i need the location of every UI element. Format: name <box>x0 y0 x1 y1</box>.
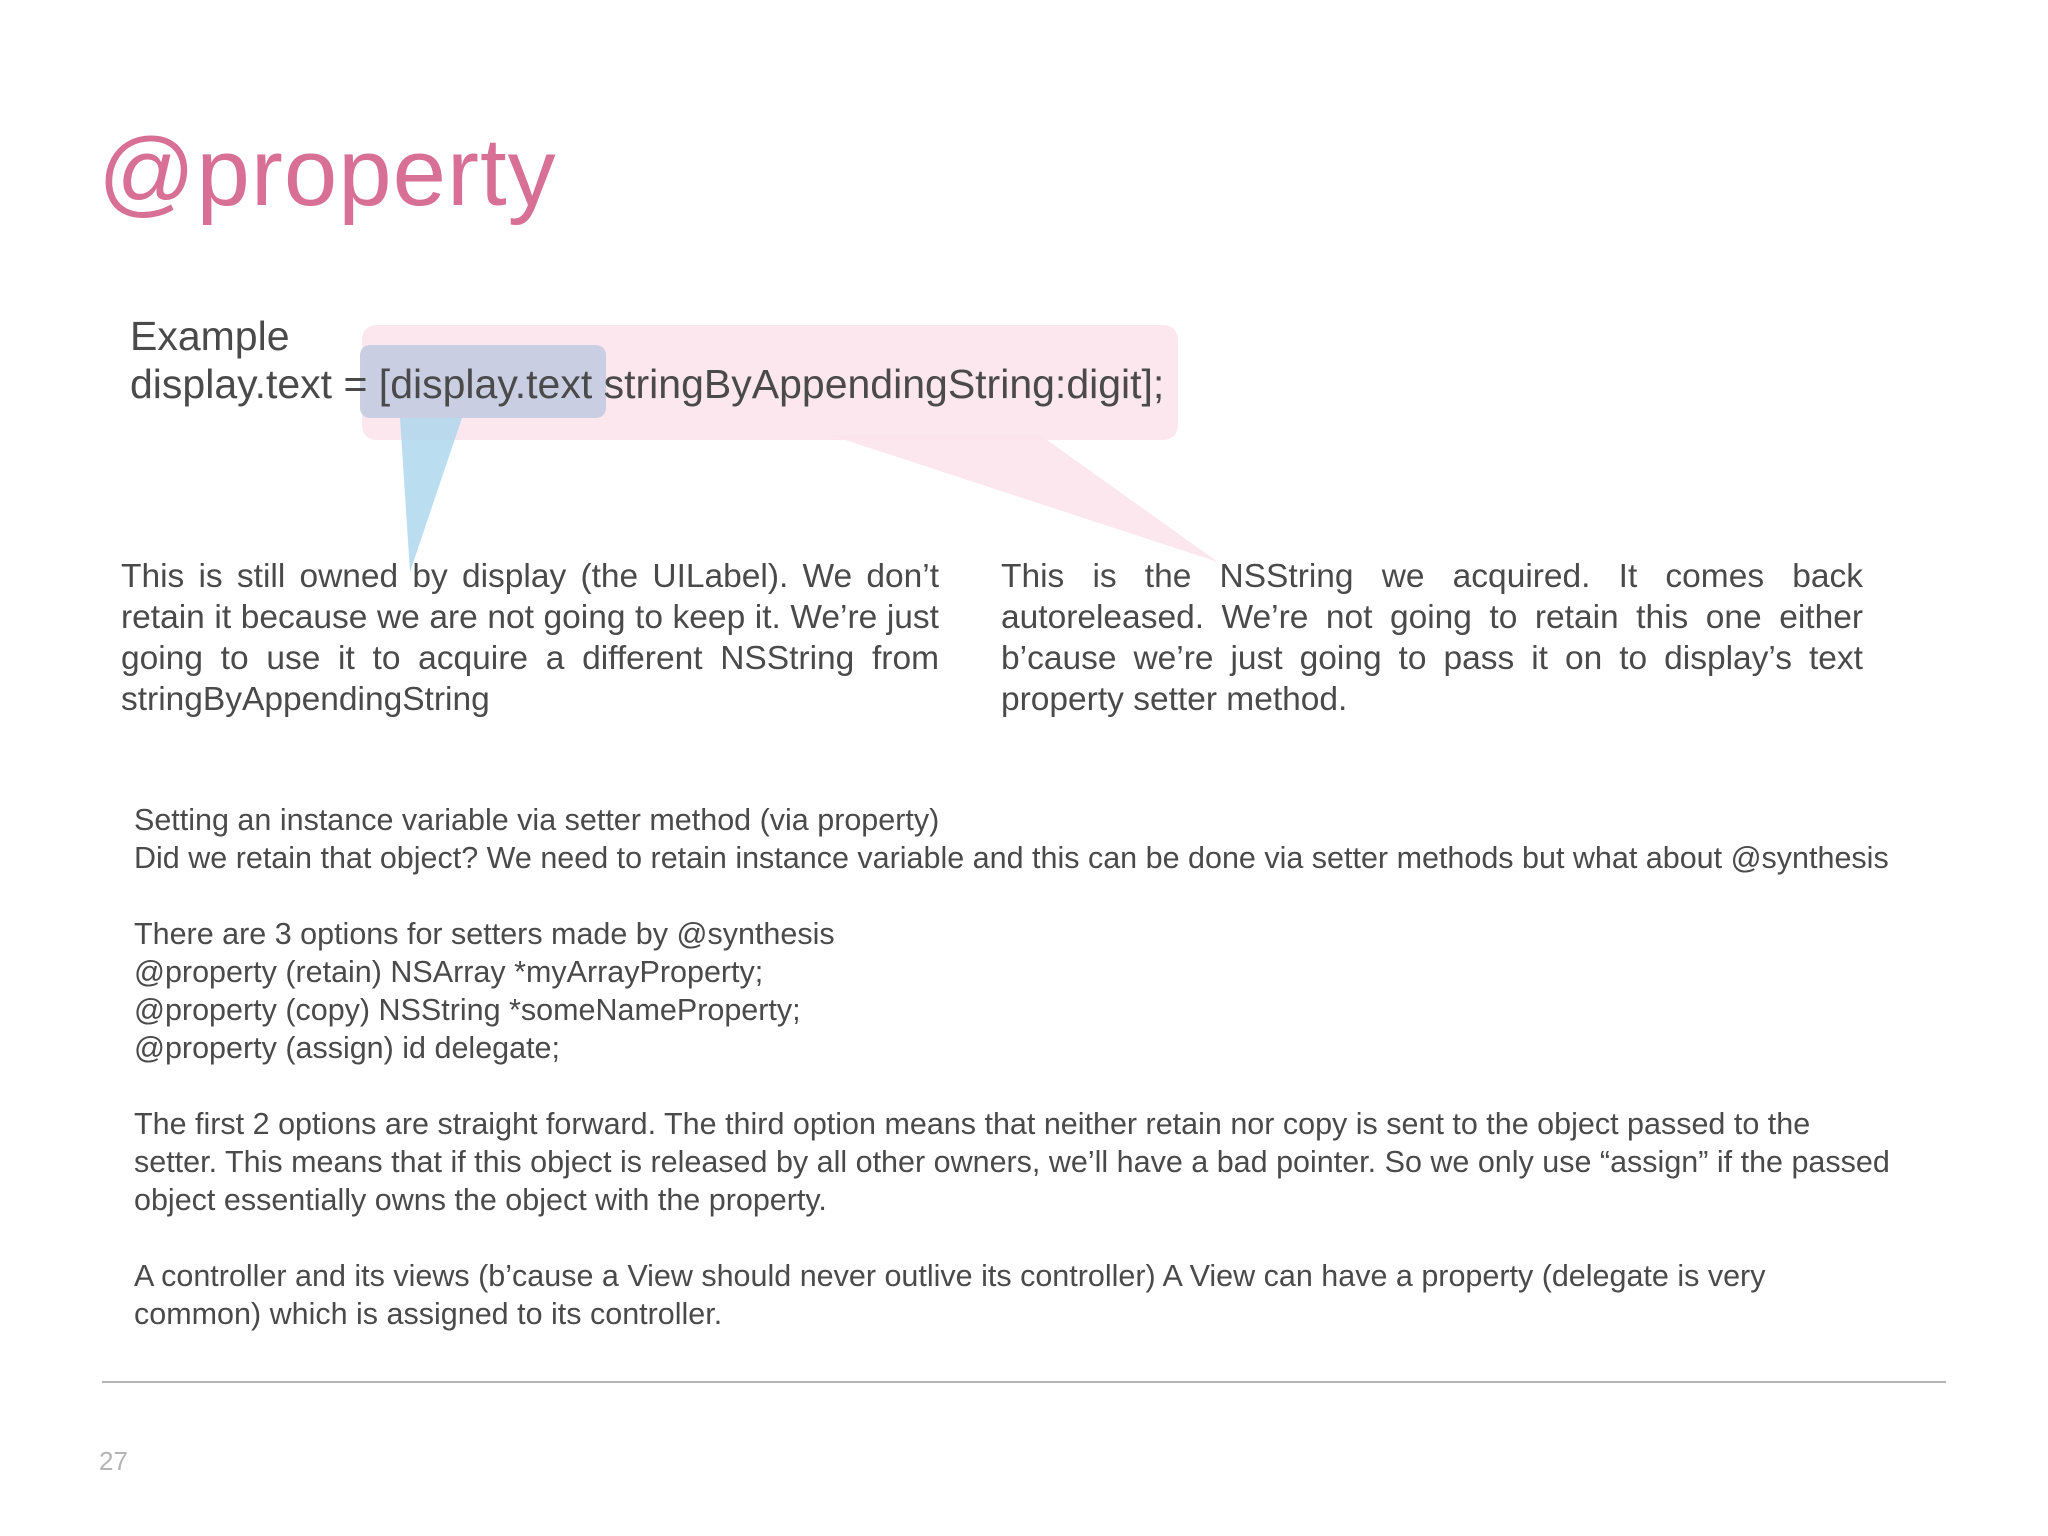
callout-right-text: This is the NSString we acquired. It comes back autoreleased. We’re not going to retain this one either b’cause we’re just going to pass it on to display’s text property setter method. <box>1001 558 1863 718</box>
code-highlight: [display.text <box>378 361 593 407</box>
code-prefix: display.text = <box>130 361 379 407</box>
pink-callout-pointer <box>830 435 1218 562</box>
code-suffix: stringByAppendingString:digit]; <box>592 361 1165 407</box>
option-copy: @property (copy) NSString *someNameProperty; <box>134 993 801 1027</box>
body-text <box>134 801 1894 1333</box>
footer-divider <box>102 1381 1946 1383</box>
example-label: Example <box>130 313 290 359</box>
body-line-retain-question: Did we retain that object? We need to retain instance variable and this can be done via setter methods but what about @synthesis <box>134 841 1889 875</box>
paragraph-controller: A controller and its views (b’cause a View should never outlive its controller) A View can have a property (delegate is very common) which is assigned to its controller. <box>134 1259 1766 1331</box>
callout-left-text: This is still owned by display (the UILabel). We don’t retain it because we are not going to keep it. We’re just going to use it to acquire a different NSString from stringByAppendingString <box>121 558 939 718</box>
options-intro: There are 3 options for setters made by @synthesis <box>134 917 835 951</box>
option-assign: @property (assign) id delegate; <box>134 1031 560 1065</box>
blue-callout-pointer <box>400 418 462 572</box>
page-number: 27 <box>99 1446 128 1476</box>
body-line-setter: Setting an instance variable via setter method (via property) <box>134 803 940 837</box>
example-block <box>130 312 1164 408</box>
slide-title: @property <box>98 119 557 226</box>
option-retain: @property (retain) NSArray *myArrayProperty; <box>134 955 764 989</box>
paragraph-assign: The first 2 options are straight forward. The third option means that neither retain nor copy is sent to the object passed to the setter. This means that if this object is released by all other owners, we’ll have a bad pointer. So we only use “assign” if the passed object essentially owns the object with the property. <box>134 1107 1890 1217</box>
example-code-line <box>130 360 1164 408</box>
